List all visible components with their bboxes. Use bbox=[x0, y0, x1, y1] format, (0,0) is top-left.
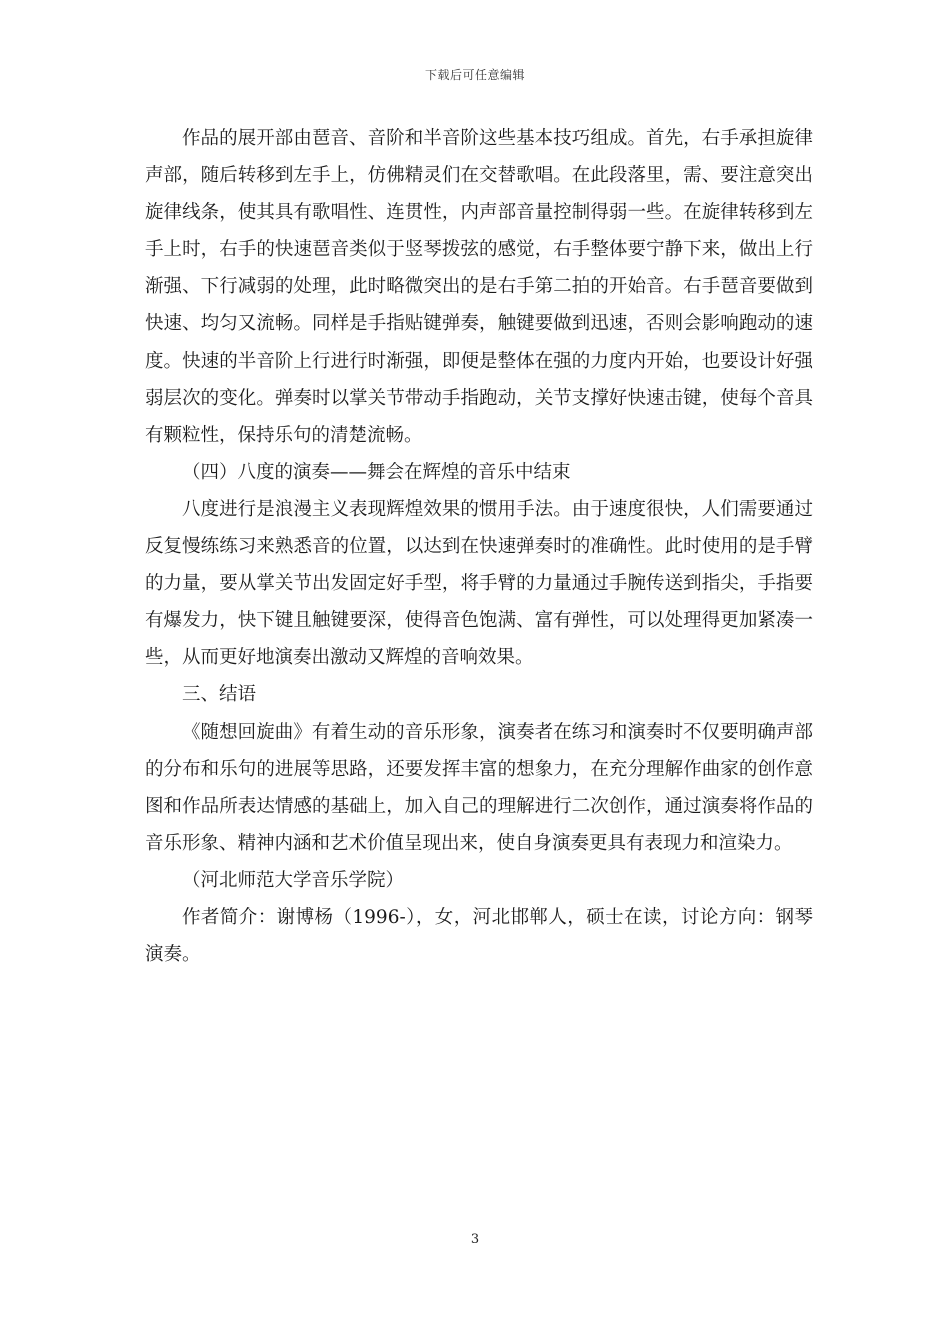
author-bio: 作者简介：谢博杨（1996-），女，河北邯郸人，硕士在读，讨论方向：钢琴演奏。 bbox=[145, 906, 813, 966]
author-affiliation: （河北师范大学音乐学院） bbox=[182, 869, 405, 891]
paragraph-development-section: 作品的展开部由琶音、音阶和半音阶这些基本技巧组成。首先，右手承担旋律声部，随后转移到左手上，仿佛精灵们在交替歌唱。在此段落里，需、要注意突出旋律线条，使其具有歌唱性、连贯性，内声部音量控制得弱一些。在旋律转移到左手上时，右手的快速琶音类似于竖琴拨弦的感觉，右手整体要宁静下来，做出上行渐强、下行减弱的处理，此时略微突出的是右手第二拍的开始音。右手琶音要做到快速、均匀又流畅。同样是手指贴键弹奏，触键要做到迅速，否则会影响跑动的速度。快速的半音阶上行进行时渐强，即便是整体在强的力度内开始，也要设计好强弱层次的变化。弹奏时以掌关节带动手指跑动，关节支撑好快速击键，使每个音具有颗粒性，保持乐句的清楚流畅。 bbox=[145, 128, 813, 446]
section-heading-octaves: （四）八度的演奏——舞会在辉煌的音乐中结束 bbox=[182, 461, 571, 483]
section-heading-conclusion: 三、结语 bbox=[182, 684, 257, 706]
paragraph-conclusion: 《随想回旋曲》有着生动的音乐形象，演奏者在练习和演奏时不仅要明确声部的分布和乐句的进展等思路，还要发挥丰富的想象力，在充分理解作曲家的创作意图和作品所表达情感的基础上，加入自己的理解进行二次创作，通过演奏将作品的音乐形象、精神内涵和艺术价值呈现出来，使自身演奏更具有表现力和渲染力。 bbox=[145, 721, 813, 854]
page-number: 3 bbox=[470, 1232, 480, 1247]
paragraph-octaves: 八度进行是浪漫主义表现辉煌效果的惯用手法。由于速度很快，人们需要通过反复慢练练习来熟悉音的位置，以达到在快速弹奏时的准确性。此时使用的是手臂的力量，要从掌关节出发固定好手型，将手臂的力量通过手腕传送到指尖，手指要有爆发力，快下键且触键要深，使得音色饱满、富有弹性，可以处理得更加紧凑一些，从而更好地演奏出激动又辉煌的音响效果。 bbox=[145, 498, 813, 669]
page-header: 下载后可任意编辑 bbox=[424, 68, 525, 82]
document-body bbox=[145, 120, 813, 973]
